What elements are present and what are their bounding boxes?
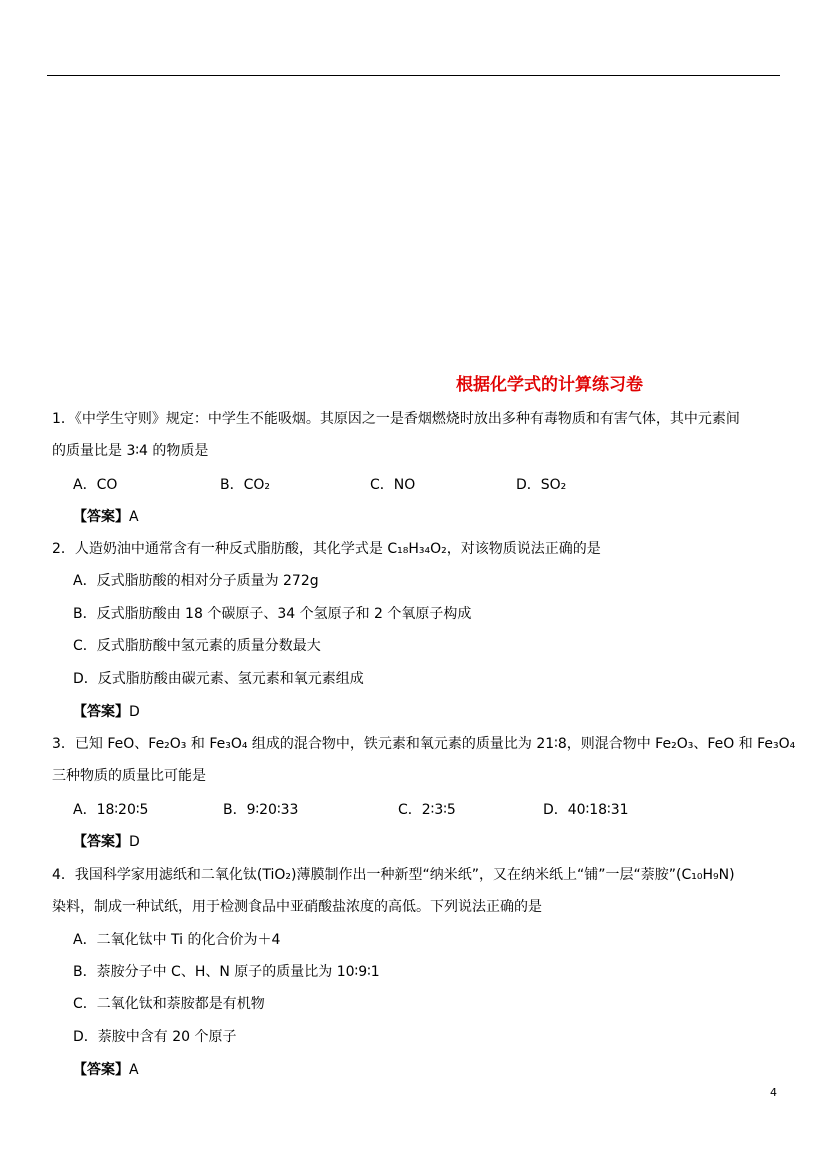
- question-2-option-a: A．反式脂肪酸的相对分子质量为 272g: [73, 573, 319, 589]
- question-3-line-2: 三种物质的质量比可能是: [52, 768, 206, 784]
- question-4-option-b: B．萘胺分子中 C、H、N 原子的质量比为 10∶9∶1: [73, 964, 380, 980]
- question-4-option-d: D．萘胺中含有 20 个原子: [73, 1029, 237, 1045]
- option-c: C．2∶3∶5: [398, 802, 456, 818]
- question-4-answer: [73, 1061, 139, 1079]
- answer-label: 【答案】: [73, 834, 129, 850]
- question-1-line-2: 的质量比是 3∶4 的物质是: [52, 443, 209, 459]
- question-2-answer: [73, 703, 140, 721]
- option-b: B．9∶20∶33: [223, 802, 299, 818]
- question-4-line-1: 4．我国科学家用滤纸和二氧化钛(TiO₂)薄膜制作出一种新型“纳米纸”，又在纳米纸上“铺”一层“萘胺”(C₁₀H₉N): [52, 867, 735, 883]
- question-3-line-1: 3．已知 FeO、Fe₂O₃ 和 Fe₃O₄ 组成的混合物中，铁元素和氧元素的质量比为 21∶8，则混合物中 Fe₂O₃、FeO 和 Fe₃O₄: [52, 736, 796, 752]
- answer-value: D: [129, 834, 140, 850]
- question-1-line-1: 1．《中学生守则》规定：中学生不能吸烟。其原因之一是香烟燃烧时放出多种有毒物质和有害气体，其中元素间: [52, 411, 740, 427]
- document-title: 根据化学式的计算练习卷: [456, 375, 643, 395]
- header-rule: [47, 75, 780, 76]
- question-2-option-d: D．反式脂肪酸由碳元素、氢元素和氧元素组成: [73, 671, 364, 687]
- answer-label: 【答案】: [73, 704, 129, 720]
- page-number: 4: [770, 1086, 777, 1099]
- question-4-option-a: A．二氧化钛中 Ti 的化合价为＋4: [73, 932, 281, 948]
- option-d: D．40∶18∶31: [543, 802, 629, 818]
- option-a: A．CO: [73, 477, 118, 493]
- question-2-line-1: 2．人造奶油中通常含有一种反式脂肪酸，其化学式是 C₁₈H₃₄O₂，对该物质说法正确的是: [52, 541, 601, 557]
- question-4-line-2: 染料，制成一种试纸，用于检测食品中亚硝酸盐浓度的高低。下列说法正确的是: [52, 899, 542, 915]
- answer-value: A: [129, 509, 139, 525]
- answer-value: D: [129, 704, 140, 720]
- question-4-option-c: C．二氧化钛和萘胺都是有机物: [73, 996, 265, 1012]
- option-c: C．NO: [370, 477, 416, 493]
- question-1-answer: [73, 508, 139, 526]
- option-b: B．CO₂: [220, 477, 271, 493]
- answer-label: 【答案】: [73, 1062, 129, 1078]
- answer-value: A: [129, 1062, 139, 1078]
- option-d: D．SO₂: [516, 477, 567, 493]
- question-2-option-b: B．反式脂肪酸由 18 个碳原子、34 个氢原子和 2 个氧原子构成: [73, 606, 472, 622]
- option-a: A．18∶20∶5: [73, 802, 149, 818]
- question-2-option-c: C．反式脂肪酸中氢元素的质量分数最大: [73, 638, 321, 654]
- answer-label: 【答案】: [73, 509, 129, 525]
- question-3-answer: [73, 833, 140, 851]
